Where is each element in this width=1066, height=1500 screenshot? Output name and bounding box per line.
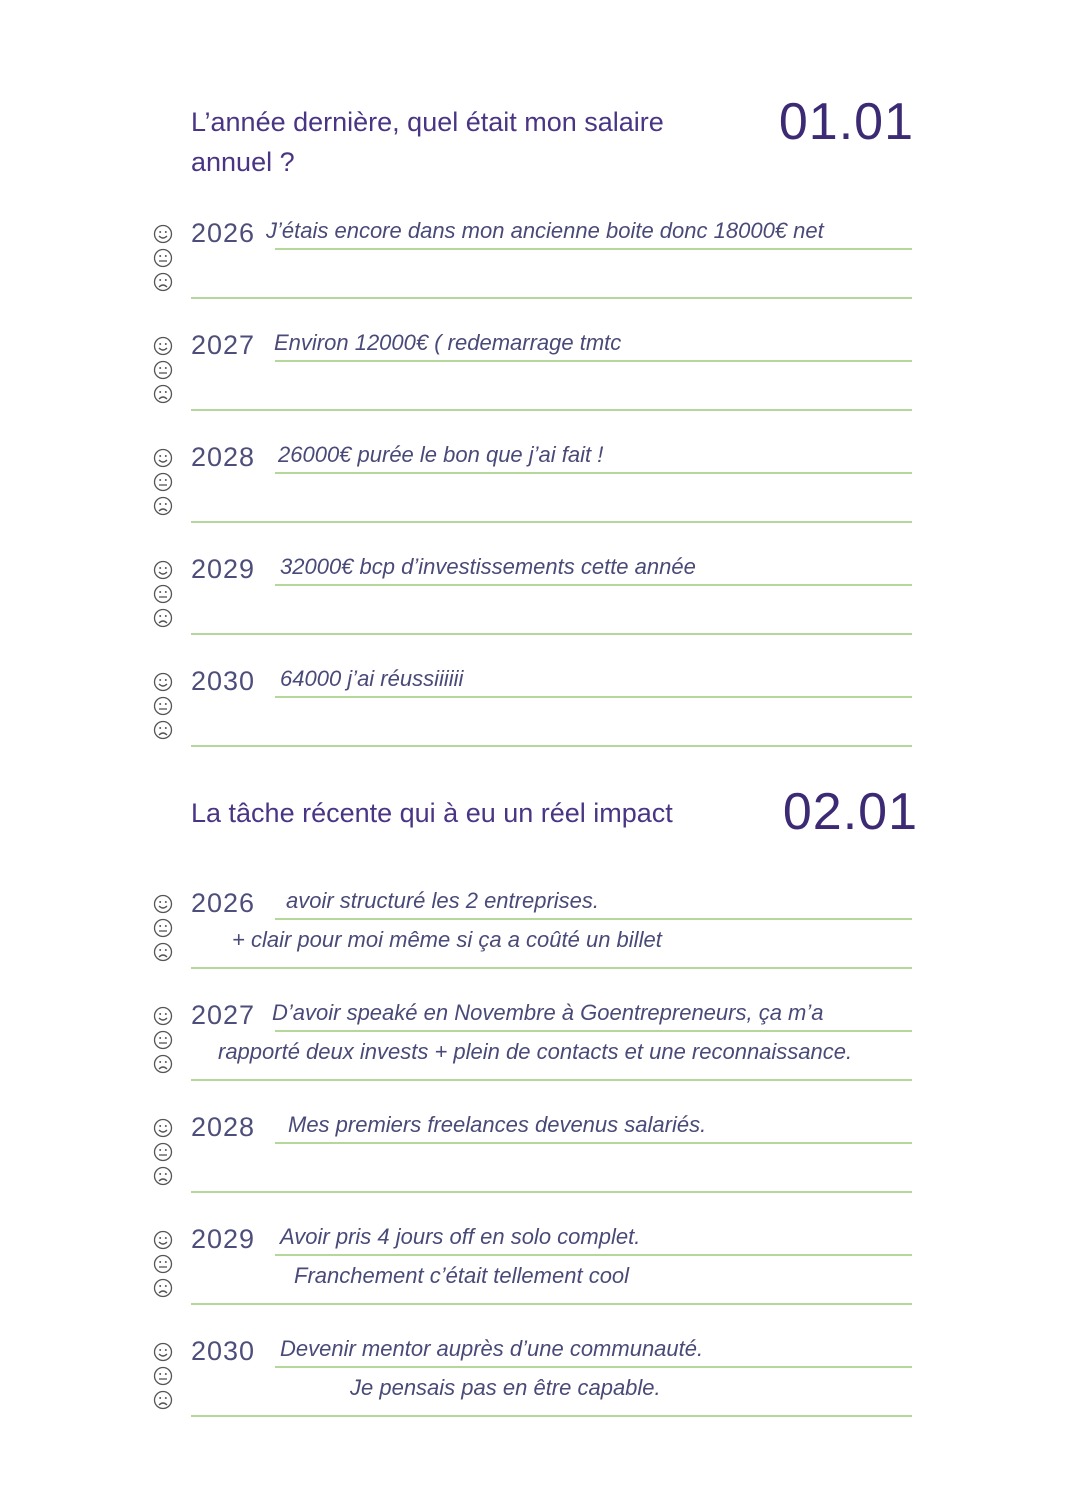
writing-line-2[interactable] <box>191 297 912 299</box>
entry-text-line-1: Environ 12000€ ( redemarrage tmtc <box>274 330 622 355</box>
entry-text-line-2: Franchement c’était tellement cool <box>294 1263 630 1288</box>
mood-selector <box>153 894 175 966</box>
writing-line-1[interactable] <box>275 248 912 250</box>
smiley-sad-icon[interactable] <box>153 942 173 962</box>
entry-text-line-2: Je pensais pas en être capable. <box>350 1375 661 1400</box>
mood-selector <box>153 1006 175 1078</box>
entry-text-line-1: 32000€ bcp d’investissements cette année <box>280 554 696 579</box>
smiley-happy-icon[interactable] <box>153 560 173 580</box>
entry-text-line-1: J’étais encore dans mon ancienne boite donc 18000€ net <box>266 218 824 243</box>
smiley-sad-icon[interactable] <box>153 496 173 516</box>
smiley-sad-icon[interactable] <box>153 1390 173 1410</box>
writing-line-1[interactable] <box>275 1142 912 1144</box>
entry-year: 2029 <box>191 554 256 584</box>
writing-line-1[interactable] <box>275 1254 912 1256</box>
smiley-happy-icon[interactable] <box>153 1342 173 1362</box>
mood-selector <box>153 1118 175 1190</box>
entry-year: 2028 <box>191 442 256 472</box>
question-2: La tâche récente qui à eu un réel impact <box>191 798 673 828</box>
writing-line-1[interactable] <box>275 584 912 586</box>
entry-text-line-1: 26000€ purée le bon que j’ai fait ! <box>278 442 604 467</box>
writing-line-1[interactable] <box>275 918 912 920</box>
entry-text-line-1: Mes premiers freelances devenus salariés. <box>288 1112 707 1137</box>
journal-entry <box>0 666 1066 798</box>
date-02-01: 02.01 <box>782 783 918 841</box>
entry-year: 2026 <box>191 888 256 918</box>
question-1 <box>191 102 664 182</box>
entry-year: 2030 <box>191 666 256 696</box>
smiley-neutral-icon[interactable] <box>153 696 173 716</box>
smiley-happy-icon[interactable] <box>153 1230 173 1250</box>
entry-year: 2026 <box>191 218 256 248</box>
entry-year: 2027 <box>191 330 256 360</box>
entry-text-line-1: Avoir pris 4 jours off en solo complet. <box>280 1224 641 1249</box>
writing-line-1[interactable] <box>275 696 912 698</box>
mood-selector <box>153 448 175 520</box>
smiley-sad-icon[interactable] <box>153 384 173 404</box>
smiley-happy-icon[interactable] <box>153 448 173 468</box>
smiley-happy-icon[interactable] <box>153 1118 173 1138</box>
smiley-happy-icon[interactable] <box>153 224 173 244</box>
smiley-neutral-icon[interactable] <box>153 918 173 938</box>
smiley-happy-icon[interactable] <box>153 894 173 914</box>
entry-text-line-1: Devenir mentor auprès d’une communauté. <box>280 1336 704 1361</box>
mood-selector <box>153 672 175 744</box>
smiley-neutral-icon[interactable] <box>153 1366 173 1386</box>
entry-year: 2029 <box>191 1224 256 1254</box>
entry-text-line-1: D’avoir speaké en Novembre à Goentrepreneurs, ça m’a <box>272 1000 824 1025</box>
smiley-neutral-icon[interactable] <box>153 248 173 268</box>
smiley-neutral-icon[interactable] <box>153 1254 173 1274</box>
entry-text-line-2: + clair pour moi même si ça a coûté un billet <box>232 927 662 952</box>
writing-line-1[interactable] <box>275 1030 912 1032</box>
writing-line-2[interactable] <box>191 1079 912 1081</box>
mood-selector <box>153 336 175 408</box>
writing-line-1[interactable] <box>275 472 912 474</box>
date-01-01: 01.01 <box>778 93 914 151</box>
question-1-line1: L’année dernière, quel était mon salaire <box>191 107 664 137</box>
smiley-neutral-icon[interactable] <box>153 1030 173 1050</box>
mood-selector <box>153 1342 175 1414</box>
writing-line-2[interactable] <box>191 1415 912 1417</box>
writing-line-1[interactable] <box>275 360 912 362</box>
smiley-sad-icon[interactable] <box>153 272 173 292</box>
journal-entry <box>0 554 1066 686</box>
smiley-sad-icon[interactable] <box>153 1166 173 1186</box>
mood-selector <box>153 560 175 632</box>
writing-line-2[interactable] <box>191 967 912 969</box>
writing-line-2[interactable] <box>191 633 912 635</box>
writing-line-1[interactable] <box>275 1366 912 1368</box>
entry-text-line-1: avoir structuré les 2 entreprises. <box>286 888 600 913</box>
journal-entry <box>0 1336 1066 1468</box>
smiley-happy-icon[interactable] <box>153 672 173 692</box>
entry-year: 2027 <box>191 1000 256 1030</box>
writing-line-2[interactable] <box>191 1303 912 1305</box>
writing-line-2[interactable] <box>191 1191 912 1193</box>
smiley-neutral-icon[interactable] <box>153 360 173 380</box>
smiley-sad-icon[interactable] <box>153 720 173 740</box>
entry-year: 2030 <box>191 1336 256 1366</box>
entry-text-line-2: rapporté deux invests + plein de contacts et une reconnaissance. <box>218 1039 853 1064</box>
smiley-happy-icon[interactable] <box>153 336 173 356</box>
smiley-happy-icon[interactable] <box>153 1006 173 1026</box>
writing-line-2[interactable] <box>191 409 912 411</box>
smiley-neutral-icon[interactable] <box>153 584 173 604</box>
mood-selector <box>153 1230 175 1302</box>
smiley-neutral-icon[interactable] <box>153 1142 173 1162</box>
smiley-neutral-icon[interactable] <box>153 472 173 492</box>
writing-line-2[interactable] <box>191 745 912 747</box>
entry-year: 2028 <box>191 1112 256 1142</box>
mood-selector <box>153 224 175 296</box>
smiley-sad-icon[interactable] <box>153 1054 173 1074</box>
writing-line-2[interactable] <box>191 521 912 523</box>
entry-text-line-1: 64000 j’ai réussiiiiii <box>280 666 464 691</box>
smiley-sad-icon[interactable] <box>153 1278 173 1298</box>
question-1-line2: annuel ? <box>191 147 295 177</box>
smiley-sad-icon[interactable] <box>153 608 173 628</box>
